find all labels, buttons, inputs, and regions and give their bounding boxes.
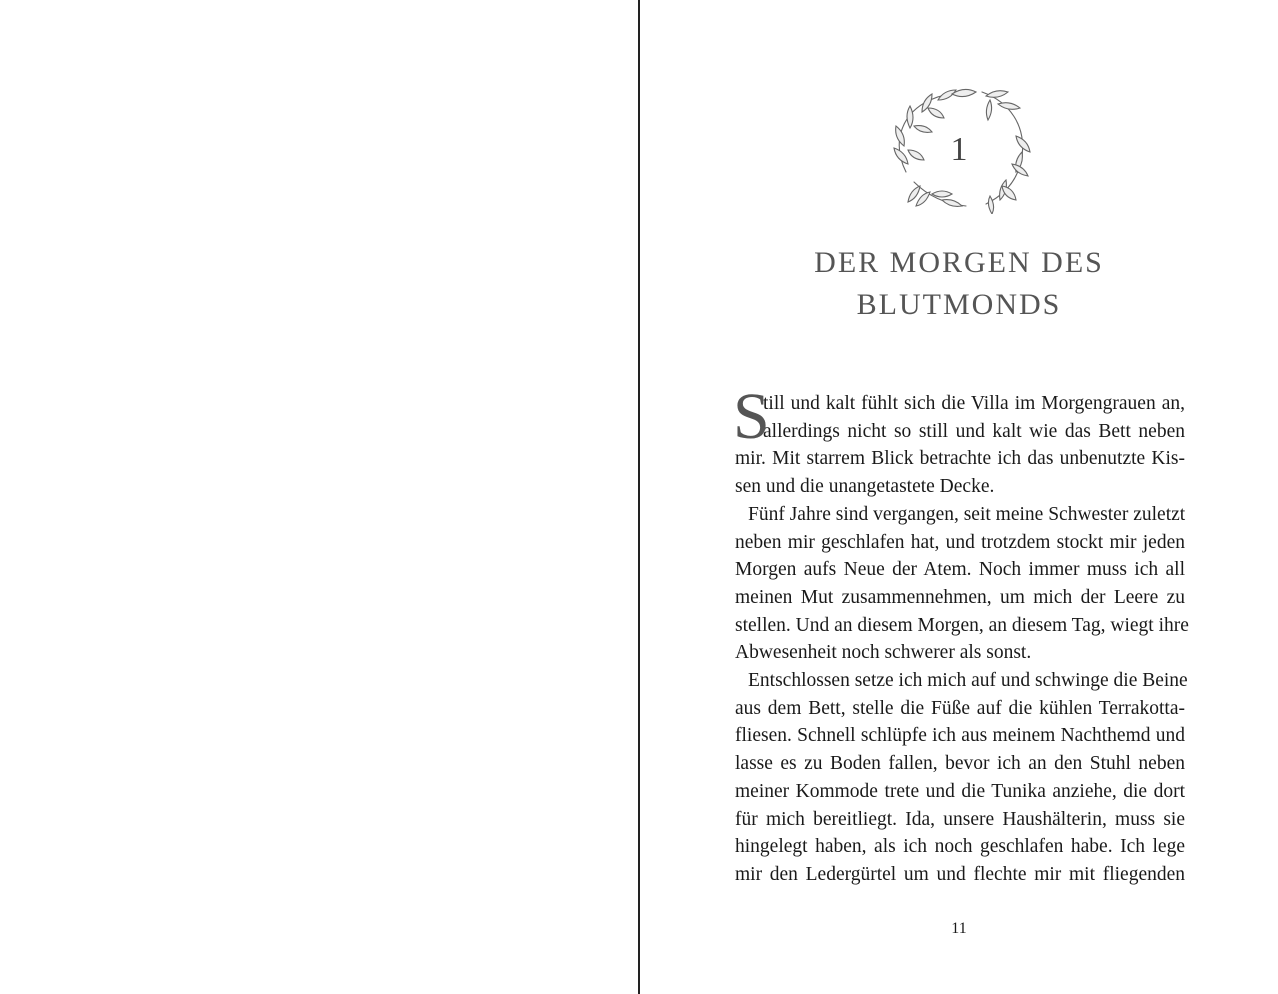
chapter-title-line: BLUTMONDS xyxy=(856,288,1062,321)
text-line: stellen. Und an diesem Morgen, an diesem Tag, wiegt ihre xyxy=(735,614,1189,636)
text-line: sen und die unangetastete Decke. xyxy=(735,476,995,498)
page-number: 11 xyxy=(951,920,967,937)
text-line: Fünf Jahre sind vergangen, seit meine Schwester zuletzt xyxy=(748,503,1186,525)
chapter-title-line: DER MORGEN DES xyxy=(814,246,1104,279)
text-line: till und kalt fühlt sich die Villa im Morgengrauen an, xyxy=(763,393,1185,414)
drop-cap: S xyxy=(733,380,770,453)
text-line: mir den Ledergürtel um und flechte mir mit fliegenden xyxy=(735,863,1185,885)
text-line: Morgen aufs Neue der Atem. Noch immer muss ich all xyxy=(735,559,1185,581)
text-line: Abwesenheit noch schwerer als sonst. xyxy=(735,642,1032,664)
chapter-body-text xyxy=(733,380,1189,889)
text-line: meinen Mut zusammennehmen, um mich der Leere zu xyxy=(735,586,1185,608)
chapter-number: 1 xyxy=(950,131,968,168)
text-line: allerdings nicht so still und kalt wie das Bett neben xyxy=(763,420,1185,442)
text-line: meiner Kommode trete und die Tunika anziehe, die dort xyxy=(735,780,1185,802)
text-line: für mich bereitliegt. Ida, unsere Haushälterin, muss sie xyxy=(735,808,1185,830)
text-line: mir. Mit starrem Blick betrachte ich das unbenutzte Kis- xyxy=(735,448,1185,470)
left-page-blank xyxy=(0,0,638,994)
text-line: hingelegt haben, als ich noch geschlafen habe. Ich lege xyxy=(735,836,1185,858)
text-line: lasse es zu Boden fallen, bevor ich an den Stuhl neben xyxy=(735,753,1185,775)
text-line: neben mir geschlafen hat, und trotzdem stockt mir jeden xyxy=(735,531,1185,553)
laurel-wreath-icon xyxy=(886,86,1032,214)
right-page xyxy=(640,0,1278,994)
chapter-title xyxy=(640,242,1278,326)
text-line: fliesen. Schnell schlüpfe ich aus meinem Nachthemd und xyxy=(735,725,1185,747)
text-line: aus dem Bett, stelle die Füße auf die kühlen Terrakotta- xyxy=(735,697,1185,719)
text-line: Entschlossen setze ich mich auf und schwinge die Beine xyxy=(748,670,1188,692)
